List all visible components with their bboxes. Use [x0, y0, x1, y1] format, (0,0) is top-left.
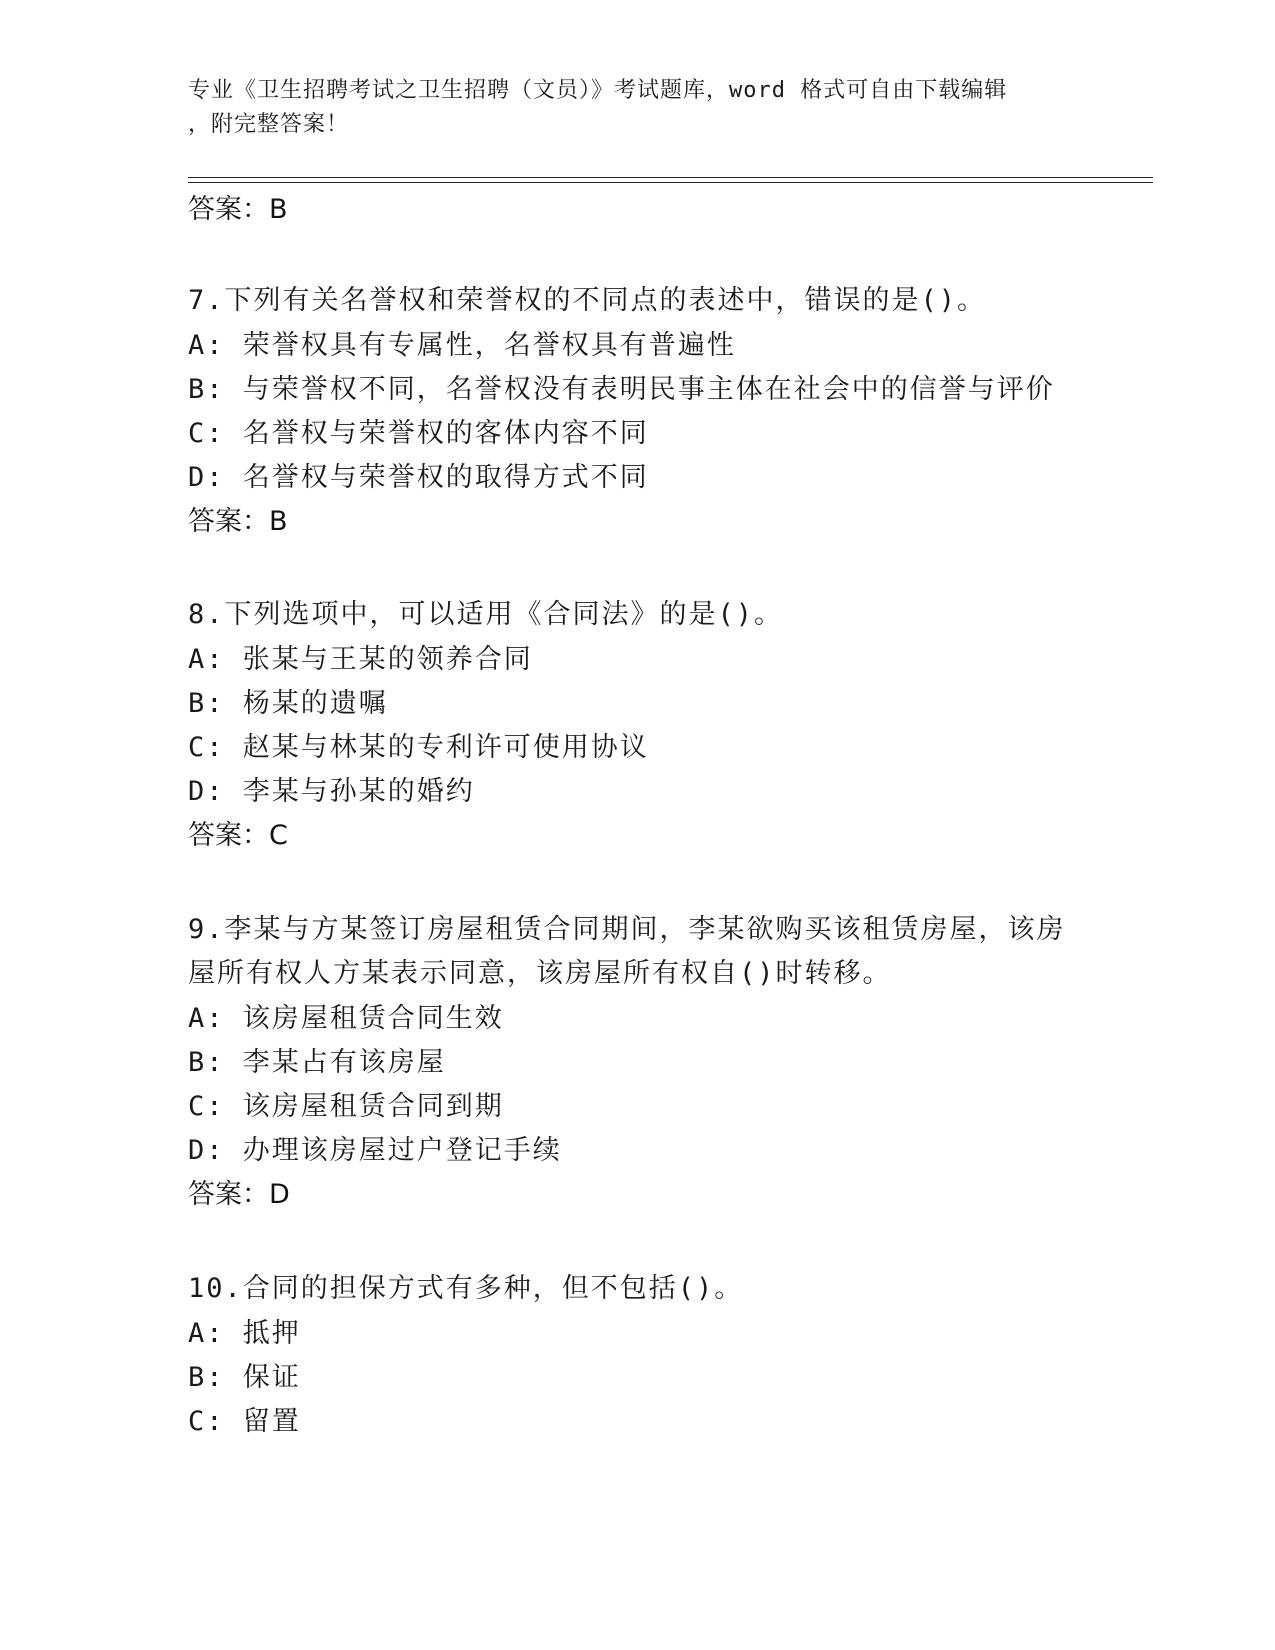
- answer-q7: 答案：B: [188, 506, 288, 537]
- question-8-option-d: D: 李某与孙某的婚约: [188, 776, 475, 807]
- question-9-stem-line-2: 屋所有权人方某表示同意，该房屋所有权自()时转移。: [188, 958, 892, 989]
- question-8-option-b: B: 杨某的遗嘱: [188, 688, 388, 719]
- question-10-option-a: A: 抵押: [188, 1318, 301, 1349]
- question-9-option-b: B: 李某占有该房屋: [188, 1047, 446, 1078]
- question-7-option-b: B: 与荣誉权不同，名誉权没有表明民事主体在社会中的信誉与评价: [188, 374, 1055, 405]
- answer-q8: 答案：C: [188, 820, 288, 851]
- question-9-option-d: D: 办理该房屋过户登记手续: [188, 1135, 562, 1166]
- question-10-stem: 10.合同的担保方式有多种，但不包括()。: [188, 1273, 744, 1304]
- question-9-option-c: C: 该房屋租赁合同到期: [188, 1091, 504, 1122]
- question-8-option-c: C: 赵某与林某的专利许可使用协议: [188, 732, 649, 763]
- header-line-1: 专业《卫生招聘考试之卫生招聘（文员）》考试题库，word 格式可自由下载编辑: [188, 78, 1008, 103]
- document-header: [188, 74, 1068, 142]
- header-rule-top: [188, 177, 1153, 178]
- question-10-option-b: B: 保证: [188, 1362, 301, 1393]
- question-7-option-d: D: 名誉权与荣誉权的取得方式不同: [188, 462, 649, 493]
- header-rule-bottom: [188, 182, 1153, 183]
- question-7-option-a: A: 荣誉权具有专属性，名誉权具有普遍性: [188, 330, 736, 361]
- question-8-option-a: A: 张某与王某的领养合同: [188, 644, 533, 675]
- question-7-option-c: C: 名誉权与荣誉权的客体内容不同: [188, 418, 649, 449]
- answer-q6: 答案：B: [188, 194, 288, 225]
- question-9-option-a: A: 该房屋租赁合同生效: [188, 1003, 504, 1034]
- header-line-2: ，附完整答案！: [188, 112, 350, 137]
- question-8-stem: 8.下列选项中，可以适用《合同法》的是()。: [188, 599, 784, 630]
- question-9-stem-line-1: 9.李某与方某签订房屋租赁合同期间，李某欲购买该租赁房屋，该房: [188, 914, 1066, 945]
- answer-q9: 答案：D: [188, 1179, 290, 1210]
- question-7-stem: 7.下列有关名誉权和荣誉权的不同点的表述中，错误的是()。: [188, 285, 987, 316]
- question-10-option-c: C: 留置: [188, 1406, 301, 1437]
